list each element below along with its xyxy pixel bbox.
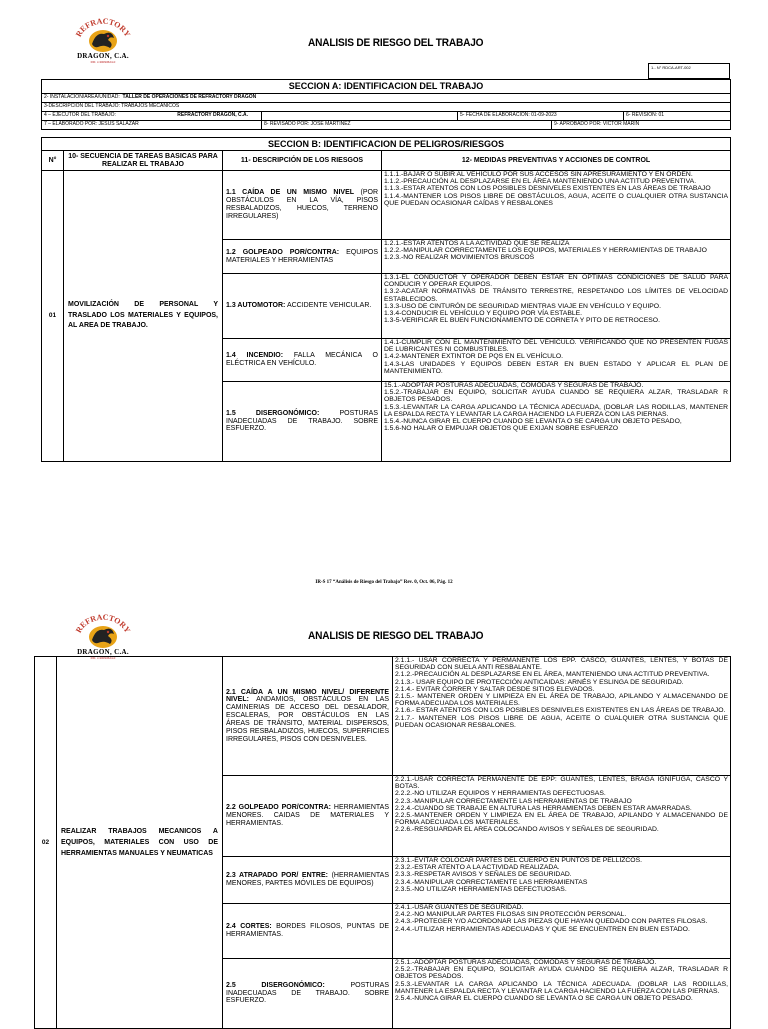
col-tasks: 10- SECUENCIA DE TAREAS BASICAS PARA REALIZAR EL TRABAJO [64, 151, 223, 171]
risk-cell: 2.2 GOLPEADO POR/CONTRA: HERRAMIENTAS MENORES. CAIDAS DE MATERIALES Y HERRAMIENTAS. [223, 776, 393, 857]
measures-cell: 1.4.1-CUMPLIR CON EL MANTENIMIENTO DEL VEHÍCULO. VERIFICANDO QUE NO PRESENTEN FUGAS DE LUBRICANTES NI COMBUSTIBLES. 1.4.2-MANTENER EXTINTOR DE PQS EN EL VEHÍCULO. 1.4.3-LAS UNIDADES Y EQUIPOS DEBEN ESTAR EN BUEN ESTADO Y APLICAR EL PLAN DE MANTENIMIENTO. [382, 339, 731, 382]
dragon-logo-icon [68, 610, 138, 650]
revision-field: 6- REVISION: 01 [624, 112, 731, 121]
task-description: REALIZAR TRABAJOS MECANICOS A EQUIPOS, MATERIALES CON USO DE HERRAMIENTAS MANUALES Y NEUMATICAS [57, 657, 223, 1029]
company-name: DRAGON, C.A. [77, 52, 129, 60]
hazard-table-1 [41, 137, 731, 462]
section-a-title: SECCION A: IDENTIFICACION DEL TRABAJO [42, 80, 731, 94]
svg-text:REFRACTORY: REFRACTORY [73, 16, 133, 39]
col-num: N° [42, 151, 64, 171]
risk-table-page-1 [41, 79, 731, 94]
risk-cell: 1.3 AUTOMOTOR: ACCIDENTE VEHICULAR. [223, 274, 382, 339]
description-field: 3-DESCRIPCION DEL TRABAJO: TRABAJOS MECANICOS [42, 103, 731, 112]
risk-cell: 2.5 DISERGONÓMICO: POSTURAS INADECUADAS DE TRABAJO. SOBRE ESFUERZO. [223, 959, 393, 1029]
measures-cell: 2.4.1.-USAR GUANTES DE SEGURIDAD. 2.4.2.-NO MANIPULAR PARTES FILOSAS SIN PROTECCIÓN PERSONAL. 2.4.3.-PROTEGER Y/O ACORDONAR LAS PIEZAS QUE HAYAN QUEDADO CON PARTES FILOSAS. 2.4.4.-UTILIZAR HERRAMIENTAS ADECUADAS Y QUE SE ENCUENTREN EN BUEN ESTADO. [393, 904, 731, 959]
approved-by-field: 9- APROBADO POR: VICTOR MARIN [552, 121, 731, 130]
risk-cell: 1.1 CAÍDA DE UN MISMO NIVEL (POR OBSTÁCULOS EN LA VÍA, PISOS RESBALADIZOS, HUECOS, TERRENO IRREGULARES) [223, 171, 382, 240]
risk-cell: 1.2 GOLPEADO POR/CONTRA: EQUIPOS MATERIALES Y HERRAMIENTAS [223, 240, 382, 274]
task-number: 02 [35, 657, 57, 1029]
measures-cell: 2.3.1.-EVITAR COLOCAR PARTES DEL CUERPO EN PUNTOS DE PELLIZCOS. 2.3.2.-ESTAR ATENTO A LA ACTIVIDAD REALIZADA. 2.3.3.-RESPETAR AVISOS Y SEÑALES DE SEGURIDAD. 2.3.4.-MANIPULAR CORRECTAMENTE LAS HERRAMIENTAS 2.3.5.-NO UTILIZAR HERRAMIENTAS DEFECTUOSAS. [393, 857, 731, 904]
prepared-by-field: 7 – ELABORADO POR: JESUS SALAZAR [42, 121, 262, 130]
measures-cell: 1.2.1.-ESTAR ATENTOS A LA ACTIVIDAD QUE SE REALIZA 1.2.2.-MANIPULAR CORRECTAMENTE LOS EQUIPOS, MATERIALES Y HERRAMIENTAS DE TRABAJO 1.2.3.-NO REALIZAR MOVIMIENTOS BRUSCOS [382, 240, 731, 274]
task-number: 01 [42, 171, 64, 462]
reviewed-by-field: 8- REVISADO POR: JOSE MARTINEZ [262, 121, 552, 130]
measures-cell: 1.1.1.-BAJAR O SUBIR AL VEHÍCULO POR SUS ACCESOS SIN APRESURAMIENTO Y EN ORDEN. 1.1.2.-PRECAUCIÓN AL DESPLAZARSE EN EL ÁREA MANTENIENDO UNA ACTITUD PREVENTIVA. 1.1.3.-ESTAR ATENTOS CON LOS POSIBLES DESNIVELES EXISTENTES EN LAS ÁREAS DE TRABAJO 1.1.4.-MANTENER LOS PISOS LIBRE DE OBSTÁCULOS, AGUA, ACEITE O CUALQUIER OTRA SUSTANCIA QUE PUEDAN OCASIONAR CAÍDAS Y RESBALONES [382, 171, 731, 240]
risk-cell: 2.3 ATRAPADO POR/ ENTRE: (HERRAMIENTAS MENORES, PARTES MÓVILES DE EQUIPOS) [223, 857, 393, 904]
document-title: ANALISIS DE RIESGO DEL TRABAJO [308, 630, 484, 642]
risk-cell: 2.1 CAÍDA A UN MISMO NIVEL/ DIFERENTE NIVEL: ANDAMIOS, OBSTÁCULOS EN LAS CAMINERIAS DE ACCESO DEL DESALADOR, ESCALERAS, POR OBSTÁCULOS EN LAS ÁREAS DE TRÁNSITO, MATERIAL DISPERSOS, PISOS RESBALADIZOS, HUECOS, SUPERFICIES IRREGULARES, PISOS CON DESNIVELES. [223, 657, 393, 776]
company-rif: RIF. J-30093624-0 [90, 656, 116, 660]
company-rif: RIF. J-30093624-0 [90, 60, 116, 64]
company-logo [63, 14, 143, 64]
measures-cell: 15.1.-ADOPTAR POSTURAS ADECUADAS, CÓMODAS Y SEGURAS DE TRABAJO. 1.5.2.-TRABAJAR EN EQUIPO, SOLICITAR AYUDA CUANDO SE REQUIERA ALZAR, TRASLADAR R OBJETOS PESADOS. 1.5.3.-LEVANTAR LA CARGA APLICANDO LA TÉCNICA ADECUADA, (DOBLAR LAS RODILLAS, MANTENER LA ESPALDA RECTA Y LEVANTAR LA CARGA HACIENDO LA FUERZA CON LAS PIERNAS. 1.5.4.-NUNCA GIRAR EL CUERPO CUANDO SE LEVANTA O SE CARGA UN OBJETO PESADO, 1.5.6-NO HALAR O EMPUJAR OBJETOS QUE EXIJAN SOBRE ESFUERZO [382, 382, 731, 462]
installation-field: 2- INSTALACION/AREA/UNIDAD: TALLER DE OPERACIONES DE REFRACTORY DRAGON [42, 94, 731, 103]
measures-cell: 2.5.1.-ADOPTAR POSTURAS ADECUADAS, CÓMODAS Y SEGURAS DE TRABAJO. 2.5.2.-TRABAJAR EN EQUIPO, SOLICITAR AYUDA CUANDO SE REQUIERA ALZAR, TRASLADAR R OBJETOS PESADOS. 2.5.3.-LEVANTAR LA CARGA APLICANDO LA TÉCNICA ADECUADA. (DOBLAR LAS RODILLAS, MANTENER LA ESPALDA RECTA Y LEVANTAR LA CARGA HACIENDO LA FUERZA CON LAS PIERNAS. 2.5.4.-NUNCA GIRAR EL CUERPO CUANDO SE LEVANTA O SE CARGA UN OBJETO PESADO. [393, 959, 731, 1029]
risk-cell: 1.4 INCENDIO: FALLA MECÁNICA O ELÉCTRICA EN VEHÍCULO. [223, 339, 382, 382]
task-description: MOVILIZACIÓN DE PERSONAL Y TRASLADO LOS MATERIALES Y EQUIPOS, AL AREA DE TRABAJO. [64, 171, 223, 462]
page-footer: IR-S 17 “Análisis de Riesgo del Trabajo” Rev. 0, Oct. 06, Pág. 12 [315, 580, 453, 585]
document-title: ANALISIS DE RIESGO DEL TRABAJO [308, 37, 484, 49]
section-b-title: SECCION B: IDENTIFICACION DE PELIGROS/RIESGOS [42, 138, 731, 151]
date-field: 5- FECHA DE ELABORACION: 01-09-2023 [458, 112, 624, 121]
col-measures: 12- MEDIDAS PREVENTIVAS Y ACCIONES DE CONTROL [382, 151, 731, 171]
hazard-table-2 [34, 656, 731, 1029]
measures-cell: 2.2.1.-USAR CORRECTA PERMANENTE DE EPP: GUANTES, LENTES, BRAGA IGNÍFUGA, CASCO Y BOTAS. 2.2.2.-NO UTILIZAR EQUIPOS Y HERRAMIENTAS DEFECTUOSAS. 2.2.3.-MANIPULAR CORRECTAMENTE LAS HERRAMIENTAS DE TRABAJO 2.2.4.-CUANDO SE TRABAJE EN ALTURA LAS HERRAMIENTAS DEBEN ESTAR AMARRADAS. 2.2.5.-MANTENER ORDEN Y LIMPIEZA EN EL ÁREA DE TRABAJO, APILANDO Y ALMACENANDO DE FORMA ADECUADA LOS MATERIALES. 2.2.6.-RESGUARDAR EL AREA COLOCANDO AVISOS Y SEÑALES DE SEGURIDAD. [393, 776, 731, 857]
document-code: 1.- N° RDCA-ART-002 [648, 63, 730, 79]
risk-cell: 1.5 DISERGONÓMICO: POSTURAS INADECUADAS DE TRABAJO. SOBRE ESFUERZO. [223, 382, 382, 462]
company-logo [63, 610, 143, 660]
svg-text:REFRACTORY: REFRACTORY [73, 612, 133, 635]
dragon-logo-icon [68, 14, 138, 54]
measures-cell: 2.1.1.- USAR CORRECTA Y PERMANENTE LOS EPP. CASCO, GUANTES, LENTES, Y BOTAS DE SEGURIDAD CON SUELA ANTI RESBALANTE. 2.1.2.-PRECAUCIÓN AL DESPLAZARSE EN EL ÁREA, MANTENIENDO UNA ACTITUD PREVENTIVA. 2.1.3.- USAR EQUIPO DE PROTECCIÓN ANTICAIDAS: ARNÉS Y ESLINGA DE SEGURIDAD. 2.1.4.- EVITAR CORRER Y SALTAR DESDE SITIOS ELEVADOS. 2.1.5.- MANTENER ORDEN Y LIMPIEZA EN EL ÁREA DE TRABAJO, APILANDO Y ALMACENANDO DE FORMA ADECUADA LOS MATERIALES. 2.1.6.- ESTAR ATENTOS CON LOS POSIBLES DESNIVELES EXISTENTES EN LAS ÁREAS DE TRABAJO. 2.1.7.- MANTENER LOS PISOS LIBRE DE AGUA, ACEITE O CUALQUIER OTRA SUSTANCIA QUE PUEDAN OCASIONAR RESBALONES. [393, 657, 731, 776]
company-name: DRAGON, C.A. [77, 648, 129, 656]
col-risks: 11- DESCRIPCIÓN DE LOS RIESGOS [223, 151, 382, 171]
job-info-table [41, 93, 731, 130]
risk-cell: 2.4 CORTES: BORDES FILOSOS, PUNTAS DE HERRAMIENTAS. [223, 904, 393, 959]
executor-field: 4 – EJECUTOR DEL TRABAJO: REFRACTORY DRAGON, C.A. [42, 112, 262, 121]
measures-cell: 1.3.1-EL CONDUCTOR Y OPERADOR DEBEN ESTAR EN ÓPTIMAS CONDICIONES DE SALUD PARA CONDUCIR Y OPERAR EQUIPOS. 1.3.2-ACATAR NORMATIVAS DE TRÁNSITO TERRESTRE, RESPETANDO LOS LÍMITES DE VELOCIDAD ESTABLECIDOS. 1.3.3-USO DE CINTURÓN DE SEGURIDAD MIENTRAS VIAJE EN VEHÍCULO Y EQUIPO. 1.3.4-CONDUCIR EL VEHÍCULO Y EQUIPO POR VÍA ESTABLE. 1.3-5-VERIFICAR EL BUEN FUNCIONAMIENTO DE CORNETA Y PITO DE RETROCESO. [382, 274, 731, 339]
page-2 [0, 600, 768, 1024]
